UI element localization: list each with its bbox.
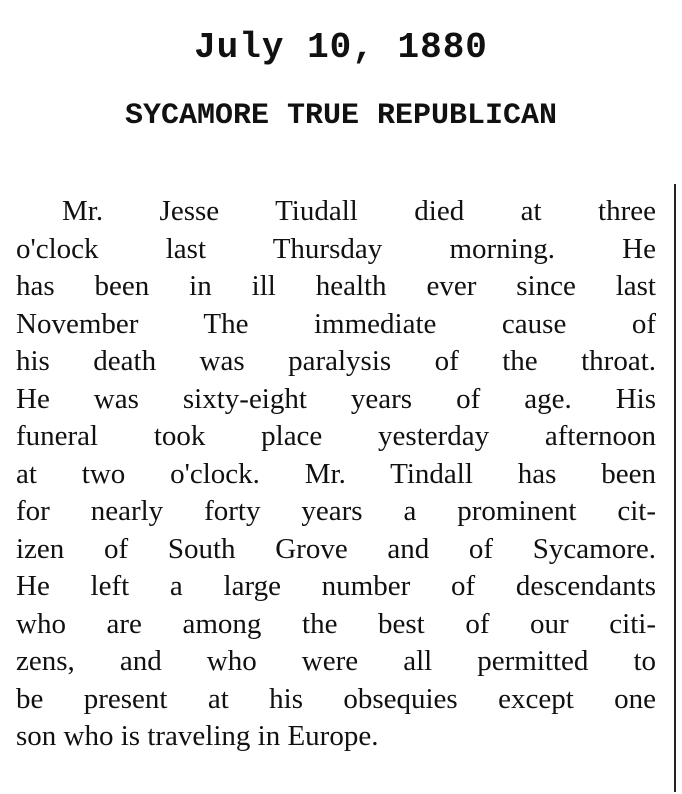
clipping-date: July 10, 1880 (194, 27, 488, 68)
article-line: izen of South Grove and of Sycamore. (16, 532, 656, 565)
article-line: zens, and who were all permitted to (16, 645, 656, 677)
article-line: He left a large number of descendants (16, 570, 656, 602)
article-line: son who is traveling in Europe. (16, 720, 379, 752)
article-line: has been in ill health ever since last (16, 270, 656, 302)
column-rule (674, 184, 676, 792)
newspaper-name: SYCAMORE TRUE REPUBLICAN (124, 99, 558, 133)
article-line: November The immediate cause of (16, 307, 656, 340)
article-line: o'clock last Thursday morning. He (16, 232, 656, 265)
article-line: He was sixty-eight years of age. His (16, 382, 656, 415)
article-line: for nearly forty years a prominent cit- (16, 495, 656, 527)
obituary-article (16, 193, 656, 756)
article-line: be present at his obsequies except one (16, 682, 656, 715)
article-line: Mr. Jesse Tiudall died at three (62, 195, 656, 227)
article-line: funeral took place yesterday afternoon (16, 420, 656, 452)
article-line: his death was paralysis of the throat. (16, 345, 656, 377)
article-line: at two o'clock. Mr. Tindall has been (16, 457, 656, 490)
article-line: who are among the best of our citi- (16, 607, 656, 640)
